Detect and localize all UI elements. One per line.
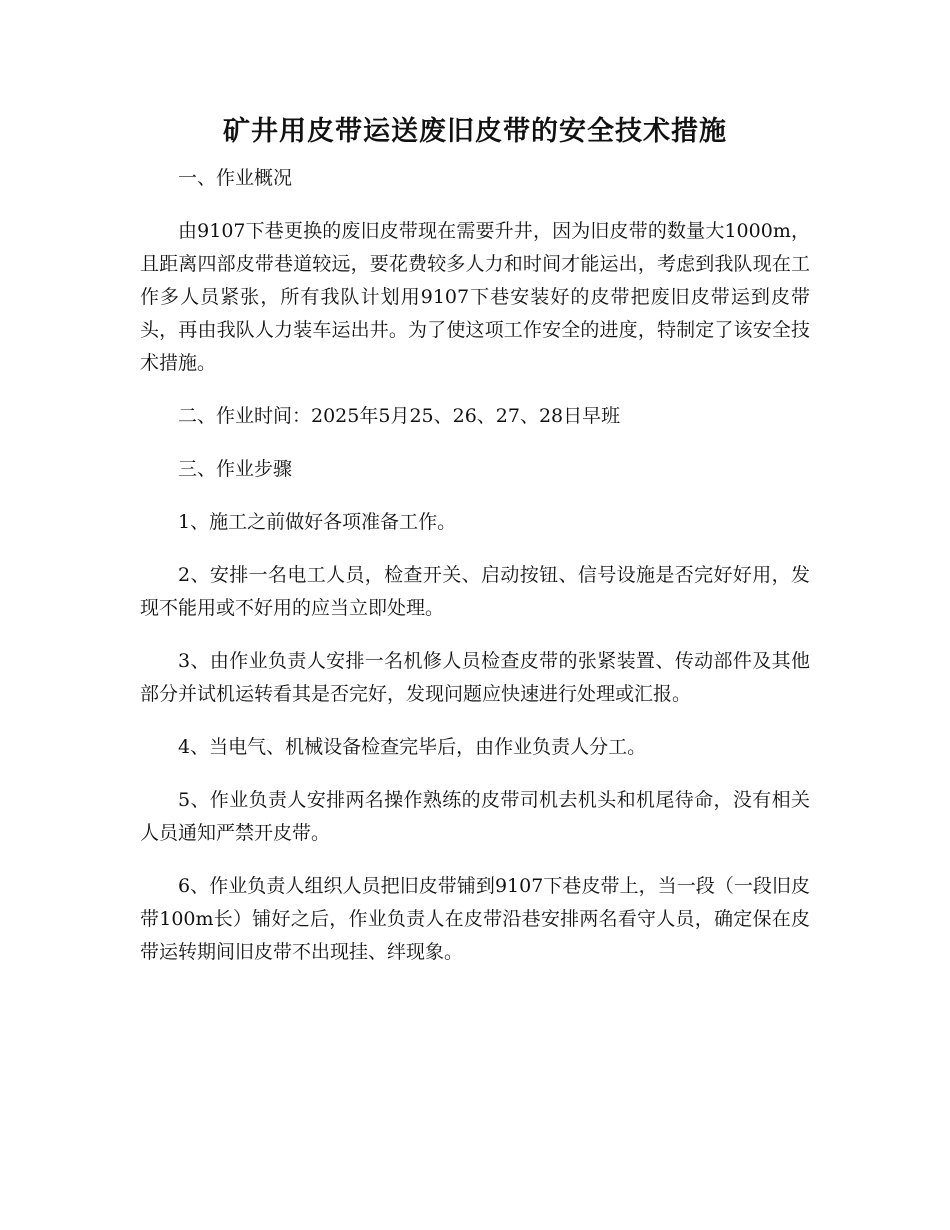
step-item: 1、施工之前做好各项准备工作。	[178, 511, 457, 533]
document-title: 矿井用皮带运送废旧皮带的安全技术措施	[223, 116, 727, 147]
section-heading-time: 二、作业时间：2025年5月25、26、27、28日早班	[178, 405, 621, 427]
overview-paragraph: 由9107下巷更换的废旧皮带现在需要升井，因为旧皮带的数量大1000m，且距离四部皮带巷道较远，要花费较多人力和时间才能运出，考虑到我队现在工作多人员紧张，所有我队计划用9107下巷安装好的皮带把废旧皮带运到皮带头，再由我队人力装车运出井。为了使这项工作安全的进度，特制定了该安全技术措施。	[140, 220, 810, 374]
step-item: 5、作业负责人安排两名操作熟练的皮带司机去机头和机尾待命，没有相关人员通知严禁开皮带。	[140, 789, 810, 844]
step-item: 3、由作业负责人安排一名机修人员检查皮带的张紧装置、传动部件及其他部分并试机运转看其是否完好，发现问题应快速进行处理或汇报。	[140, 650, 810, 705]
document-body	[140, 112, 810, 969]
step-item: 6、作业负责人组织人员把旧皮带铺到9107下巷皮带上，当一段（一段旧皮带100m长）铺好之后，作业负责人在皮带沿巷安排两名看守人员，确定保在皮带运转期间旧皮带不出现挂、绊现象。	[140, 875, 810, 963]
step-item: 4、当电气、机械设备检查完毕后，由作业负责人分工。	[178, 736, 647, 758]
step-item: 2、安排一名电工人员，检查开关、启动按钮、信号设施是否完好好用，发现不能用或不好用的应当立即处理。	[140, 564, 810, 619]
section-heading-steps: 三、作业步骤	[178, 458, 293, 480]
section-heading-overview: 一、作业概况	[178, 167, 293, 189]
